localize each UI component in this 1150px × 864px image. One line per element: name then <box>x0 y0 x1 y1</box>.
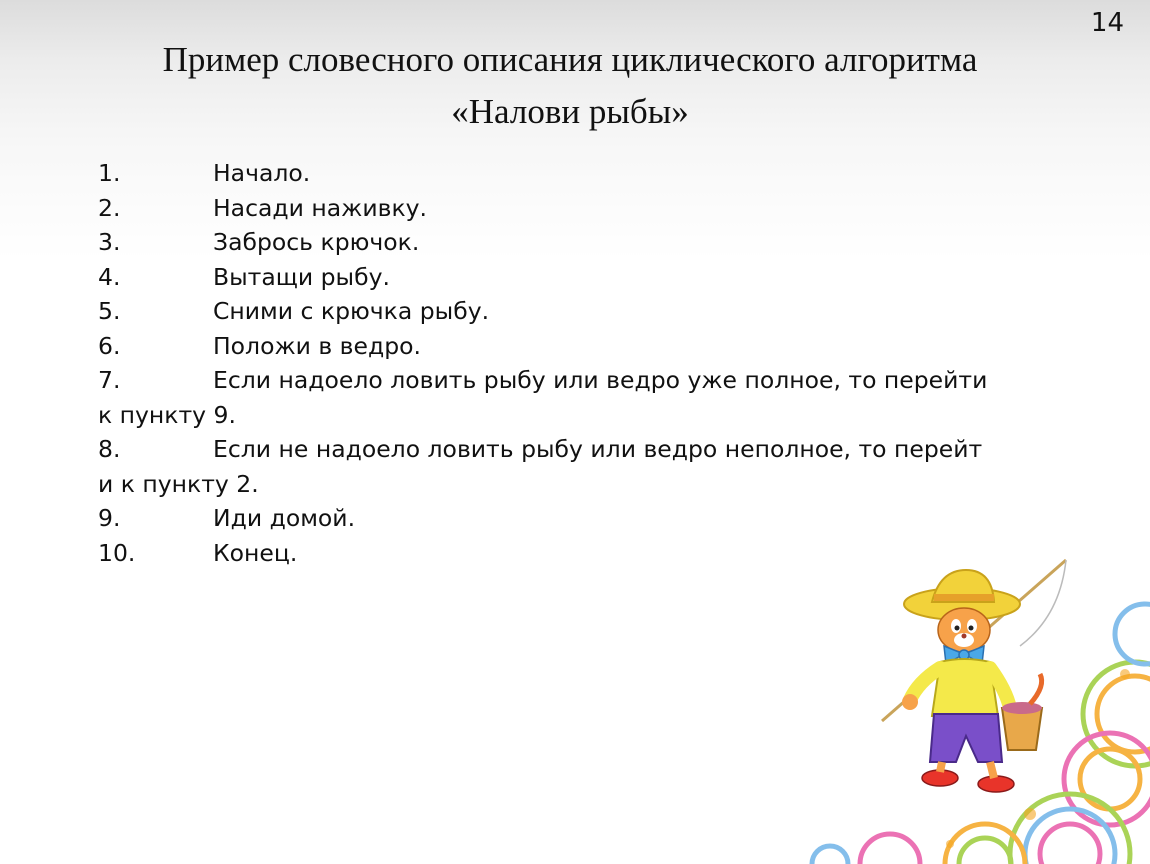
step-number: 3. <box>98 228 121 256</box>
step-text-continuation: и к пункту 2. <box>98 469 259 498</box>
step-item <box>98 156 1078 191</box>
fisherman-cat-illustration <box>870 556 1070 816</box>
step-number: 2. <box>98 193 121 222</box>
step-number: 1. <box>98 159 121 187</box>
step-item <box>98 260 1078 295</box>
step-item <box>98 363 1078 432</box>
step-number: 9. <box>98 504 121 532</box>
step-number: 4. <box>98 262 121 291</box>
step-item <box>98 191 1078 226</box>
title-line-2: «Налови рыбы» <box>451 92 689 131</box>
step-item <box>98 432 1078 501</box>
slide-title <box>0 34 1140 138</box>
slide-number: 14 <box>1090 8 1124 38</box>
step-text: Насади наживку. <box>213 193 428 222</box>
step-item <box>98 329 1078 364</box>
step-text: Если надоело ловить рыбу или ведро уже полное, то перейти <box>213 366 988 394</box>
step-number: 5. <box>98 297 121 325</box>
step-text: Конец. <box>213 538 298 567</box>
step-text: Положи в ведро. <box>213 331 422 360</box>
step-number: 8. <box>98 435 121 463</box>
step-text: Сними с крючка рыбу. <box>213 297 490 325</box>
step-item <box>98 225 1078 260</box>
step-text-continuation: к пункту 9. <box>98 400 236 429</box>
step-text: Если не надоело ловить рыбу или ведро неполное, то перейт <box>213 435 983 463</box>
step-text: Вытащи рыбу. <box>213 262 390 291</box>
step-text: Начало. <box>213 159 311 187</box>
step-number: 6. <box>98 331 121 360</box>
step-item <box>98 501 1078 536</box>
title-line-1: Пример словесного описания циклического алгоритма <box>162 40 978 79</box>
step-number: 7. <box>98 366 121 394</box>
step-number: 10. <box>98 538 136 567</box>
step-text: Забрось крючок. <box>213 228 420 256</box>
algorithm-steps-list <box>98 156 1078 570</box>
step-item <box>98 294 1078 329</box>
step-text: Иди домой. <box>213 504 356 532</box>
